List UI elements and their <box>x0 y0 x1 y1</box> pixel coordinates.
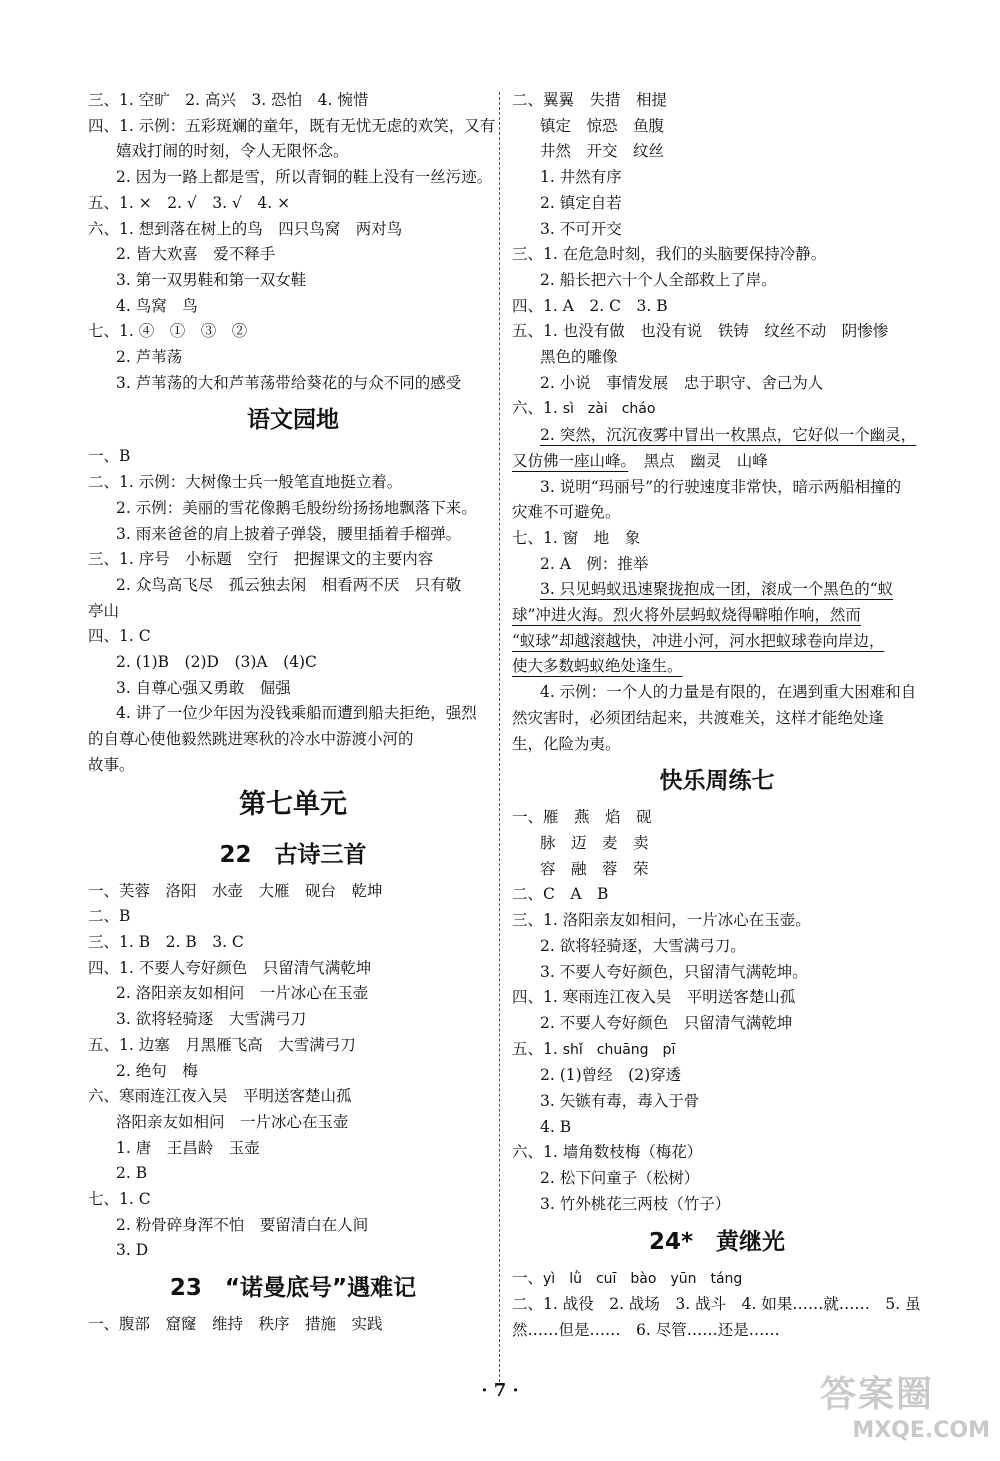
underlined-text: 使大多数蚂蚁绝处逢生。 <box>512 657 683 676</box>
answer-line: 3. 不要人夸好颜色，只留清气满乾坤。 <box>540 962 808 981</box>
answer-line: 一、腹部 窟窿 维持 秩序 措施 实践 <box>88 1315 383 1334</box>
left-column <box>88 88 498 1338</box>
answer-line <box>512 603 922 629</box>
answer-line: 四、1. C <box>88 627 151 646</box>
pinyin-answers: sì zài cháo <box>562 401 656 418</box>
answer-line: 4. 示例：一个人的力量是有限的，在遇到重大困难和自 <box>540 683 917 702</box>
answer-line: 二、C A B <box>512 885 609 904</box>
answer-line: 亭山 <box>88 601 120 620</box>
answer-line: 2. 镇定自若 <box>540 193 622 212</box>
answer-prefix: 五、1. <box>512 1039 563 1058</box>
answer-line: 3. 雨来爸爸的肩上披着子弹袋，腰里插着手榴弹。 <box>116 524 462 543</box>
answer-line: 六、1. 想到落在树上的鸟 四只鸟窝 两对鸟 <box>88 219 403 238</box>
answer-line: 2. B <box>116 1164 148 1183</box>
answer-line-pinyin <box>512 396 922 423</box>
answer-prefix: 一、 <box>512 1268 544 1287</box>
answer-line: 然……但是…… 6. 尽管……还是…… <box>512 1320 780 1339</box>
answer-line: 4. 讲了一位少年因为没钱乘船而遭到船夫拒绝，强烈 <box>116 704 477 723</box>
answer-line <box>512 654 922 680</box>
answer-line: 嬉戏打闹的时刻，令人无限怀念。 <box>116 142 349 161</box>
pinyin-answers: shǐ chuāng pī <box>562 1041 676 1058</box>
underlined-text: “蚁球”却越滚越快，冲进小河，河水把蚁球卷向岸边， <box>512 631 885 650</box>
answer-line <box>512 629 922 655</box>
answer-line: 七、1. ④ ① ③ ② <box>88 322 248 341</box>
answer-line: 2. 芦苇荡 <box>116 348 183 367</box>
answer-line: 四、1. 寒雨连江夜入吴 平明送客楚山孤 <box>512 988 796 1007</box>
answer-line: 脉 迈 麦 卖 <box>540 833 649 852</box>
answer-line: 2. 小说 事情发展 忠于职守、舍己为人 <box>540 373 824 392</box>
underlined-text: 球”冲进火海。烈火将外层蚂蚁烧得噼啪作响，然而 <box>512 606 861 625</box>
watermark-url: MXQE.COM <box>852 1418 990 1443</box>
section-title-yuwen-yuandi: 语文园地 <box>247 407 339 434</box>
answer-line <box>512 449 922 475</box>
answer-line: 一、芙蓉 洛阳 水壶 大雁 砚台 乾坤 <box>88 881 383 900</box>
answer-prefix: 六、1. <box>512 399 563 418</box>
answer-line: 二、1. 示例：大树像士兵一般笔直地挺立着。 <box>88 473 403 492</box>
answer-line: 四、1. A 2. C 3. B <box>512 296 668 315</box>
answers-section-top <box>88 88 498 396</box>
answer-line: 三、1. 序号 小标题 空行 把握课文的主要内容 <box>88 550 434 569</box>
answer-line: 2. A 例：推举 <box>540 554 649 573</box>
right-column <box>512 88 922 1344</box>
page-number: · 7 · <box>481 1380 519 1401</box>
answer-line: 2. 皆大欢喜 爱不释手 <box>116 245 276 264</box>
answer-text: 黑点 幽灵 山峰 <box>628 451 768 470</box>
answer-line: 3. 第一双男鞋和第一双女鞋 <box>116 270 307 289</box>
answers-section-lesson22 <box>88 879 498 1265</box>
answers-section-weekly <box>512 805 922 1217</box>
answer-line: 4. 鸟窝 鸟 <box>116 296 198 315</box>
answer-line: 井然 开交 纹丝 <box>540 142 665 161</box>
answer-line: 六、寒雨连江夜入吴 平明送客楚山孤 <box>88 1087 352 1106</box>
watermark-logo <box>820 1372 990 1454</box>
answer-line: 3. 竹外桃花三两枝（竹子） <box>540 1194 731 1213</box>
answer-line: 黑色的雕像 <box>540 348 618 367</box>
lesson-title-22: 22 古诗三首 <box>219 841 367 868</box>
underlined-text: 3. 只见蚂蚁迅速聚拢抱成一团，滚成一个黑色的“蚁 <box>540 580 894 599</box>
answer-line: 2. 众鸟高飞尽 孤云独去闲 相看两不厌 只有敬 <box>116 575 462 594</box>
column-divider <box>499 92 500 1382</box>
answers-section-lesson23-cont <box>512 88 922 757</box>
answer-line: 2. 船长把六十个人全部救上了岸。 <box>540 270 777 289</box>
answer-line: 一、B <box>88 447 131 466</box>
answer-line: 三、1. 在危急时刻，我们的头脑要保持冷静。 <box>512 245 827 264</box>
answer-line: 四、1. 示例：五彩斑斓的童年，既有无忧无虑的欢笑，又有 <box>88 116 496 135</box>
answer-line: 1. 井然有序 <box>540 168 622 187</box>
answer-line: 三、1. B 2. B 3. C <box>88 932 244 951</box>
answer-line: 2. 松下问童子（松树） <box>540 1169 700 1188</box>
answer-line: 二、翼翼 失措 相提 <box>512 91 668 109</box>
answer-line: 三、1. 空旷 2. 高兴 3. 恐怕 4. 惋惜 <box>88 91 369 109</box>
answer-line: 2. (1)曾经 (2)穿透 <box>540 1066 682 1085</box>
answer-line: 一、雁 燕 焰 砚 <box>512 808 652 827</box>
answer-line: 4. B <box>540 1117 572 1136</box>
underlined-text: 又仿佛一座山峰。 <box>512 451 629 470</box>
unit-title: 第七单元 <box>239 788 347 820</box>
answer-line-pinyin <box>512 1266 922 1293</box>
answer-line: 的自尊心使他毅然跳进寒秋的冷水中游渡小河的 <box>88 730 414 749</box>
answer-line: 三、1. 洛阳亲友如相问，一片冰心在玉壶。 <box>512 911 811 930</box>
answers-section-yuwen <box>88 444 498 778</box>
answer-line: 1. 唐 王昌龄 玉壶 <box>116 1138 260 1157</box>
answer-line: 2. 欲将轻骑逐，大雪满弓刀。 <box>540 936 746 955</box>
watermark-text: 答案圈 <box>820 1374 935 1415</box>
answer-line: 二、B <box>88 907 131 926</box>
lesson-title-24: 24* 黄继光 <box>648 1228 786 1255</box>
answer-line: 七、1. 窗 地 象 <box>512 528 641 547</box>
answer-line: 3. 芦苇荡的大和芦苇荡带给葵花的与众不同的感受 <box>116 373 462 392</box>
answers-section-lesson24 <box>512 1266 922 1344</box>
answer-line: 3. 矢镞有毒，毒入于骨 <box>540 1092 700 1111</box>
answer-line: 洛阳亲友如相问 一片冰心在玉壶 <box>116 1112 349 1131</box>
lesson-title-23: 23 “诺曼底号”遇难记 <box>169 1275 417 1302</box>
answer-line: 六、1. 墙角数枝梅（梅花） <box>512 1143 703 1162</box>
answer-line: 3. 不可开交 <box>540 219 622 238</box>
answer-line: 然灾害时，必须团结起来，共渡难关，这样才能绝处逢 <box>512 708 885 727</box>
section-title-weekly-practice: 快乐周练七 <box>659 768 775 795</box>
answer-line: 七、1. C <box>88 1190 151 1209</box>
answer-line: 容 融 蓉 荣 <box>540 859 649 878</box>
answer-line <box>512 577 922 603</box>
answer-line: 2. 因为一路上都是雪，所以青铜的鞋上没有一丝污迹。 <box>116 168 493 187</box>
answer-line: 2. 洛阳亲友如相问 一片冰心在玉壶 <box>116 984 369 1003</box>
answer-line-pinyin <box>512 1037 922 1064</box>
answer-line: 四、1. 不要人夸好颜色 只留清气满乾坤 <box>88 958 372 977</box>
answer-line: 生，化险为夷。 <box>512 734 621 753</box>
answer-line: 故事。 <box>88 755 135 774</box>
answer-line: 2. 粉骨碎身浑不怕 要留清白在人间 <box>116 1215 369 1234</box>
answer-line: 2. (1)B (2)D (3)A (4)C <box>116 653 317 672</box>
answer-line: 五、1. 边塞 月黑雁飞高 大雪满弓刀 <box>88 1035 356 1054</box>
answer-line: 二、1. 战役 2. 战场 3. 战斗 4. 如果……就…… 5. 虽 <box>512 1295 921 1314</box>
answer-line <box>512 423 922 449</box>
answer-line: 3. 自尊心强又勇敢 倔强 <box>116 678 291 697</box>
pinyin-answers: yì lǜ cuī bào yūn táng <box>543 1270 743 1287</box>
answer-line: 灾难不可避免。 <box>512 503 621 522</box>
answer-line: 3. 说明“玛丽号”的行驶速度非常快，暗示两船相撞的 <box>540 477 902 496</box>
answer-line: 2. 示例：美丽的雪花像鹅毛般纷纷扬扬地飘落下来。 <box>116 498 477 517</box>
answer-line: 3. 欲将轻骑逐 大雪满弓刀 <box>116 1010 307 1029</box>
answer-line: 2. 绝句 梅 <box>116 1061 198 1080</box>
answer-line: 镇定 惊恐 鱼腹 <box>540 116 665 135</box>
answer-line: 3. D <box>116 1241 149 1260</box>
underlined-text: 2. 突然，沉沉夜雾中冒出一枚黑点，它好似一个幽灵， <box>540 426 917 445</box>
answer-line: 五、1. 也没有做 也没有说 铁铸 纹丝不动 阴惨惨 <box>512 322 889 341</box>
answer-line: 五、1. × 2. √ 3. √ 4. × <box>88 193 291 212</box>
answer-line: 2. 不要人夸好颜色 只留清气满乾坤 <box>540 1013 793 1032</box>
